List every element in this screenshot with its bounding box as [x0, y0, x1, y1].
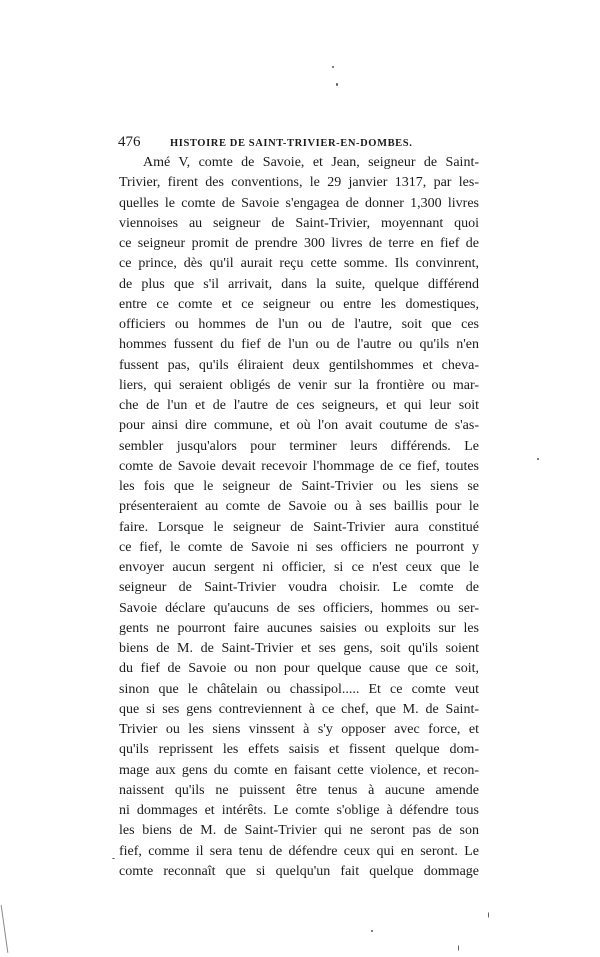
- text-line: quelles le comte de Savoie s'engagea de donner 1,300 livres: [119, 195, 479, 211]
- text-line: ce seigneur promit de prendre 300 livres de terre en fief de: [119, 236, 479, 251]
- text-line: officiers ou hommes de l'un ou de l'autre, soit que ces: [119, 317, 479, 332]
- running-header: [118, 134, 476, 151]
- text-line: liers, qui seraient obligés de venir sur la frontière ou mar-: [119, 377, 479, 393]
- ink-speck: [537, 458, 539, 460]
- text-line: hommes fussent du fief de l'un ou de l'autre ou qu'ils n'en: [119, 337, 479, 353]
- text-line: entre ce comte et ce seigneur ou entre les domestiques,: [119, 296, 479, 312]
- text-line: envoyer aucun sergent ni officier, si ce n'est ceux que le: [119, 560, 479, 575]
- ink-speck: [458, 945, 459, 951]
- text-line: fief, comme il sera tenu de défendre ceux qui en seront. Le: [119, 843, 479, 859]
- text-line: faire. Lorsque le seigneur de Saint-Trivier aura constitué: [119, 519, 479, 535]
- ink-speck: [112, 858, 115, 859]
- text-line: présenteraient au comte de Savoie ou à ses baillis pour le: [119, 499, 479, 515]
- text-line: que si ses gens contreviennent à ce chef, que M. de Saint-: [119, 701, 479, 717]
- ink-speck: [488, 912, 489, 918]
- text-line: viennoises au seigneur de Saint-Trivier, moyennant quoi: [119, 215, 479, 231]
- text-line: qu'ils reprissent les effets saisis et fissent quelque dom-: [119, 742, 479, 758]
- text-line: du fief de Savoie ou non pour quelque cause que ce soit,: [119, 661, 479, 677]
- text-line: comte de Savoie devait recevoir l'hommage de ce fief, toutes: [119, 458, 479, 474]
- text-line: Amé V, comte de Savoie, et Jean, seigneur de Saint-: [143, 155, 479, 170]
- ink-speck: [336, 83, 338, 86]
- text-line: che de l'un et de l'autre de ces seigneurs, et qui leur soit: [119, 398, 479, 413]
- running-title: HISTOIRE DE SAINT-TRIVIER-EN-DOMBES.: [170, 138, 413, 149]
- text-line: Trivier, firent des conventions, le 29 janvier 1317, par les-: [119, 175, 479, 191]
- text-line: sinon que le châtelain ou chassipol..... Et ce comte veut: [119, 681, 479, 697]
- text-line: les biens de M. de Saint-Trivier qui ne seront pas de son: [119, 823, 479, 839]
- text-line: ce fief, le comte de Savoie ni ses officiers ne pourront y: [119, 539, 479, 555]
- text-line: mage aux gens du comte en faisant cette violence, et recon-: [119, 762, 479, 778]
- text-line: Trivier ou les siens vinssent à s'y opposer avec force, et: [119, 722, 479, 737]
- text-line: sembler jusqu'alors pour terminer leurs différends. Le: [119, 438, 479, 454]
- text-line: comte reconnaît que si quelqu'un fait quelque dommage: [119, 863, 479, 879]
- text-line: pour ainsi dire commune, et où l'on avait coutume de s'as-: [119, 418, 479, 434]
- text-line: ce prince, dès qu'il aurait reçu cette somme. Ils convinrent,: [119, 256, 479, 272]
- ink-speck: [332, 66, 334, 68]
- text-line: naissent qu'ils ne puissent être tenus à aucune amende: [119, 782, 479, 798]
- text-line: fussent pas, qu'ils éliraient deux gentilshommes et cheva-: [119, 357, 479, 373]
- ink-speck: [371, 930, 373, 932]
- body-text: [119, 153, 479, 882]
- text-line: les fois que le seigneur de Saint-Trivier ou les siens se: [119, 479, 479, 494]
- text-line: gents ne pourront faire aucunes saisies ou exploits sur les: [119, 620, 479, 636]
- text-line: de plus que s'il arrivait, dans la suite, quelque différend: [119, 276, 479, 292]
- page-number: 476: [118, 134, 141, 150]
- text-line: biens de M. de Saint-Trivier et ses gens, soit qu'ils soient: [119, 641, 479, 656]
- text-line: seigneur de Saint-Trivier voudra choisir. Le comte de: [119, 580, 479, 596]
- text-line: ni dommages et intérêts. Le comte s'oblige à défendre tous: [119, 803, 479, 818]
- margin-stroke: [1, 905, 9, 953]
- text-line: Savoie déclare qu'aucuns de ses officiers, hommes ou ser-: [119, 600, 479, 616]
